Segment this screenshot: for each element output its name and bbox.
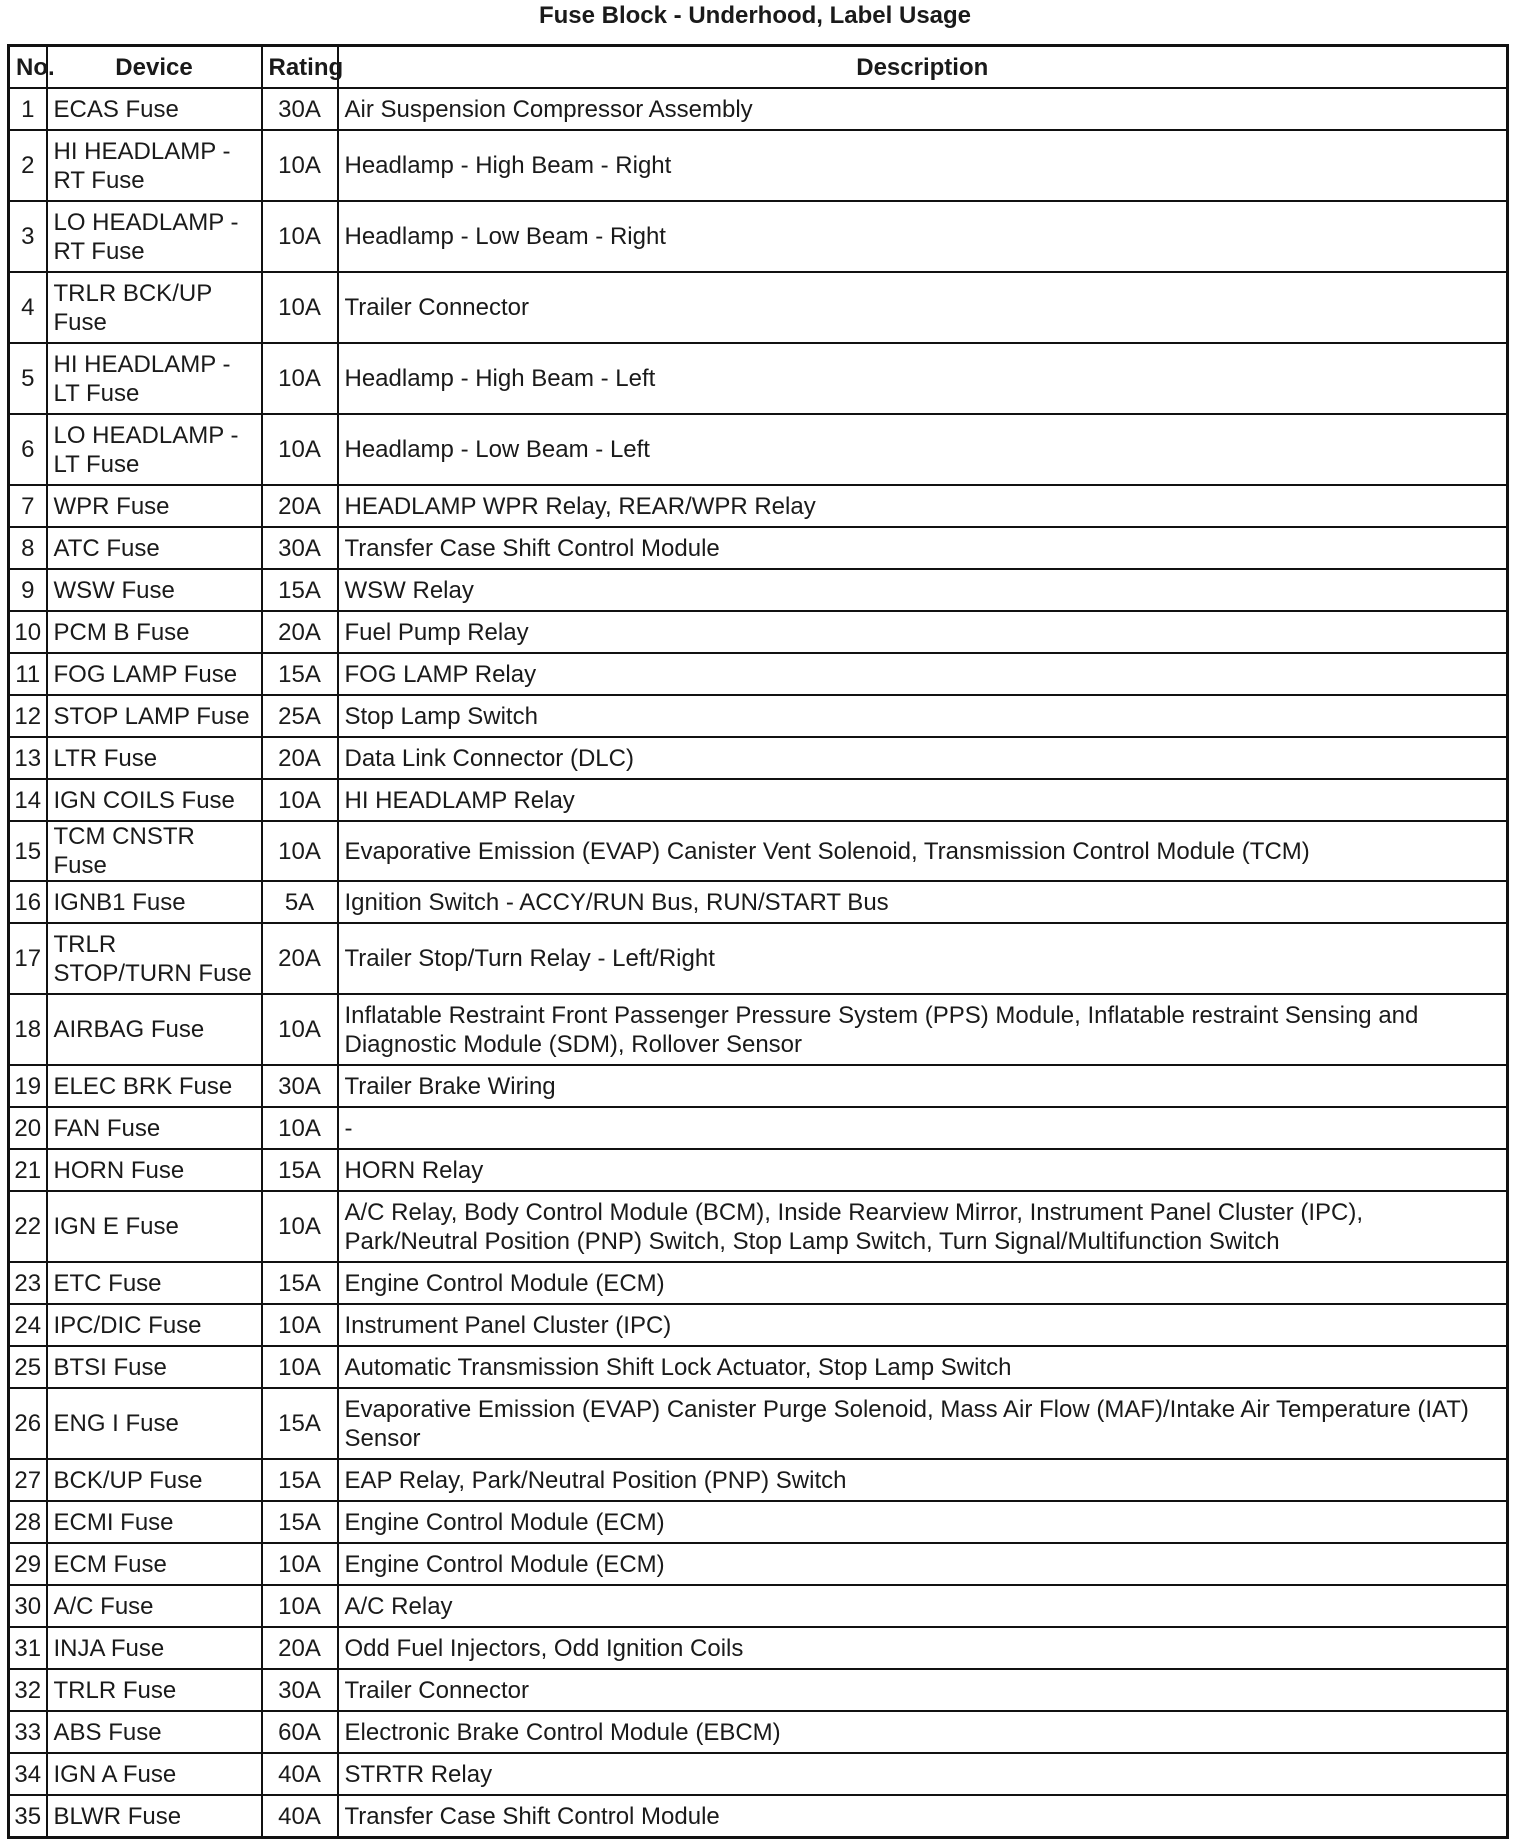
fuse-number: 28: [9, 1501, 47, 1543]
fuse-rating: 30A: [262, 527, 338, 569]
fuse-description: Ignition Switch - ACCY/RUN Bus, RUN/START Bus: [338, 881, 1508, 923]
fuse-device: STOP LAMP Fuse: [47, 695, 262, 737]
fuse-device: HI HEADLAMP - LT Fuse: [47, 343, 262, 414]
table-row: [9, 1346, 1508, 1388]
column-header-no: No.: [9, 46, 47, 89]
table-row: [9, 923, 1508, 994]
table-row: [9, 569, 1508, 611]
table-row: [9, 1501, 1508, 1543]
fuse-rating: 15A: [262, 569, 338, 611]
fuse-rating: 30A: [262, 1669, 338, 1711]
fuse-number: 30: [9, 1585, 47, 1627]
table-row: [9, 1459, 1508, 1501]
fuse-number: 14: [9, 779, 47, 821]
fuse-number: 7: [9, 485, 47, 527]
table-row: [9, 994, 1508, 1065]
fuse-rating: 10A: [262, 272, 338, 343]
column-header-device: Device: [47, 46, 262, 89]
fuse-number: 20: [9, 1107, 47, 1149]
fuse-number: 33: [9, 1711, 47, 1753]
fuse-rating: 10A: [262, 1585, 338, 1627]
fuse-table: [7, 44, 1509, 1839]
fuse-number: 29: [9, 1543, 47, 1585]
table-row: [9, 1669, 1508, 1711]
fuse-rating: 10A: [262, 994, 338, 1065]
fuse-description: Fuel Pump Relay: [338, 611, 1508, 653]
fuse-number: 5: [9, 343, 47, 414]
fuse-rating: 10A: [262, 1191, 338, 1262]
fuse-rating: 30A: [262, 88, 338, 130]
fuse-description: Instrument Panel Cluster (IPC): [338, 1304, 1508, 1346]
table-row: [9, 1262, 1508, 1304]
fuse-number: 16: [9, 881, 47, 923]
fuse-description: HEADLAMP WPR Relay, REAR/WPR Relay: [338, 485, 1508, 527]
fuse-device: TRLR STOP/TURN Fuse: [47, 923, 262, 994]
fuse-number: 24: [9, 1304, 47, 1346]
fuse-device: BLWR Fuse: [47, 1795, 262, 1838]
fuse-device: ELEC BRK Fuse: [47, 1065, 262, 1107]
table-row: [9, 1149, 1508, 1191]
table-row: [9, 1627, 1508, 1669]
fuse-number: 19: [9, 1065, 47, 1107]
fuse-rating: 10A: [262, 343, 338, 414]
table-row: [9, 485, 1508, 527]
fuse-rating: 10A: [262, 1543, 338, 1585]
fuse-number: 35: [9, 1795, 47, 1838]
fuse-number: 21: [9, 1149, 47, 1191]
fuse-description: Evaporative Emission (EVAP) Canister Vent Solenoid, Transmission Control Module (TCM): [338, 821, 1508, 881]
fuse-rating: 10A: [262, 1304, 338, 1346]
fuse-description: Engine Control Module (ECM): [338, 1501, 1508, 1543]
fuse-description: Headlamp - Low Beam - Left: [338, 414, 1508, 485]
fuse-number: 31: [9, 1627, 47, 1669]
fuse-rating: 10A: [262, 1107, 338, 1149]
fuse-rating: 15A: [262, 1149, 338, 1191]
fuse-device: IGN COILS Fuse: [47, 779, 262, 821]
fuse-device: LTR Fuse: [47, 737, 262, 779]
fuse-description: Trailer Connector: [338, 1669, 1508, 1711]
fuse-rating: 40A: [262, 1753, 338, 1795]
fuse-description: Headlamp - High Beam - Left: [338, 343, 1508, 414]
table-row: [9, 414, 1508, 485]
fuse-number: 23: [9, 1262, 47, 1304]
fuse-description: HI HEADLAMP Relay: [338, 779, 1508, 821]
fuse-description: FOG LAMP Relay: [338, 653, 1508, 695]
table-row: [9, 1065, 1508, 1107]
fuse-device: LO HEADLAMP - RT Fuse: [47, 201, 262, 272]
fuse-number: 25: [9, 1346, 47, 1388]
fuse-number: 22: [9, 1191, 47, 1262]
table-row: [9, 1388, 1508, 1459]
table-row: [9, 130, 1508, 201]
fuse-rating: 15A: [262, 653, 338, 695]
fuse-rating: 5A: [262, 881, 338, 923]
fuse-description: Engine Control Module (ECM): [338, 1262, 1508, 1304]
fuse-number: 8: [9, 527, 47, 569]
fuse-rating: 15A: [262, 1262, 338, 1304]
table-row: [9, 1304, 1508, 1346]
table-row: [9, 1107, 1508, 1149]
fuse-number: 26: [9, 1388, 47, 1459]
fuse-number: 9: [9, 569, 47, 611]
fuse-device: IGN A Fuse: [47, 1753, 262, 1795]
fuse-description: Inflatable Restraint Front Passenger Pressure System (PPS) Module, Inflatable restraint Sensing and Diagnostic Module (SDM), Rollover Sensor: [338, 994, 1508, 1065]
fuse-description: Odd Fuel Injectors, Odd Ignition Coils: [338, 1627, 1508, 1669]
fuse-description: Trailer Stop/Turn Relay - Left/Right: [338, 923, 1508, 994]
fuse-description: STRTR Relay: [338, 1753, 1508, 1795]
table-row: [9, 653, 1508, 695]
fuse-rating: 10A: [262, 1346, 338, 1388]
fuse-device: ATC Fuse: [47, 527, 262, 569]
fuse-description: Electronic Brake Control Module (EBCM): [338, 1711, 1508, 1753]
fuse-device: IPC/DIC Fuse: [47, 1304, 262, 1346]
column-header-rating: Rating: [262, 46, 338, 89]
fuse-description: Trailer Brake Wiring: [338, 1065, 1508, 1107]
fuse-description: Stop Lamp Switch: [338, 695, 1508, 737]
fuse-description: Transfer Case Shift Control Module: [338, 1795, 1508, 1838]
fuse-description: Evaporative Emission (EVAP) Canister Purge Solenoid, Mass Air Flow (MAF)/Intake Air Temperature (IAT) Sensor: [338, 1388, 1508, 1459]
fuse-rating: 20A: [262, 611, 338, 653]
fuse-rating: 20A: [262, 923, 338, 994]
fuse-rating: 15A: [262, 1459, 338, 1501]
fuse-description: Headlamp - Low Beam - Right: [338, 201, 1508, 272]
table-row: [9, 737, 1508, 779]
fuse-device: WPR Fuse: [47, 485, 262, 527]
fuse-device: PCM B Fuse: [47, 611, 262, 653]
fuse-rating: 10A: [262, 779, 338, 821]
table-row: [9, 1795, 1508, 1838]
fuse-device: BTSI Fuse: [47, 1346, 262, 1388]
table-row: [9, 201, 1508, 272]
fuse-device: TCM CNSTR Fuse: [47, 821, 262, 881]
fuse-rating: 10A: [262, 821, 338, 881]
fuse-number: 10: [9, 611, 47, 653]
fuse-description: HORN Relay: [338, 1149, 1508, 1191]
fuse-device: HI HEADLAMP - RT Fuse: [47, 130, 262, 201]
fuse-description: A/C Relay, Body Control Module (BCM), Inside Rearview Mirror, Instrument Panel Cluster (IPC), Park/Neutral Position (PNP) Switch, Stop Lamp Switch, Turn Signal/Multifunction Switch: [338, 1191, 1508, 1262]
fuse-device: INJA Fuse: [47, 1627, 262, 1669]
fuse-number: 4: [9, 272, 47, 343]
fuse-rating: 10A: [262, 414, 338, 485]
fuse-number: 18: [9, 994, 47, 1065]
fuse-device: HORN Fuse: [47, 1149, 262, 1191]
fuse-description: Data Link Connector (DLC): [338, 737, 1508, 779]
fuse-description: WSW Relay: [338, 569, 1508, 611]
fuse-rating: 30A: [262, 1065, 338, 1107]
table-row: [9, 779, 1508, 821]
fuse-device: TRLR BCK/UP Fuse: [47, 272, 262, 343]
page-title: Fuse Block - Underhood, Label Usage: [538, 2, 972, 29]
fuse-description: EAP Relay, Park/Neutral Position (PNP) Switch: [338, 1459, 1508, 1501]
table-row: [9, 611, 1508, 653]
fuse-number: 3: [9, 201, 47, 272]
table-row: [9, 527, 1508, 569]
table-row: [9, 695, 1508, 737]
table-row: [9, 881, 1508, 923]
fuse-rating: 15A: [262, 1388, 338, 1459]
fuse-device: ECM Fuse: [47, 1543, 262, 1585]
fuse-description: Headlamp - High Beam - Right: [338, 130, 1508, 201]
column-header-description: Description: [338, 46, 1508, 89]
fuse-number: 32: [9, 1669, 47, 1711]
fuse-number: 15: [9, 821, 47, 881]
fuse-rating: 10A: [262, 130, 338, 201]
fuse-rating: 20A: [262, 485, 338, 527]
fuse-number: 2: [9, 130, 47, 201]
fuse-description: Trailer Connector: [338, 272, 1508, 343]
fuse-device: IGN E Fuse: [47, 1191, 262, 1262]
fuse-device: ETC Fuse: [47, 1262, 262, 1304]
fuse-device: A/C Fuse: [47, 1585, 262, 1627]
fuse-device: ECMI Fuse: [47, 1501, 262, 1543]
fuse-device: FOG LAMP Fuse: [47, 653, 262, 695]
table-row: [9, 272, 1508, 343]
fuse-number: 13: [9, 737, 47, 779]
fuse-device: ENG I Fuse: [47, 1388, 262, 1459]
fuse-number: 17: [9, 923, 47, 994]
table-row: [9, 1191, 1508, 1262]
fuse-number: 1: [9, 88, 47, 130]
fuse-number: 27: [9, 1459, 47, 1501]
fuse-description: -: [338, 1107, 1508, 1149]
fuse-rating: 25A: [262, 695, 338, 737]
fuse-number: 12: [9, 695, 47, 737]
fuse-device: IGNB1 Fuse: [47, 881, 262, 923]
fuse-description: Air Suspension Compressor Assembly: [338, 88, 1508, 130]
fuse-description: Transfer Case Shift Control Module: [338, 527, 1508, 569]
fuse-rating: 20A: [262, 1627, 338, 1669]
fuse-device: ABS Fuse: [47, 1711, 262, 1753]
table-row: [9, 1585, 1508, 1627]
fuse-device: ECAS Fuse: [47, 88, 262, 130]
fuse-device: TRLR Fuse: [47, 1669, 262, 1711]
table-header-row: [9, 46, 1508, 89]
fuse-device: WSW Fuse: [47, 569, 262, 611]
fuse-description: A/C Relay: [338, 1585, 1508, 1627]
fuse-rating: 10A: [262, 201, 338, 272]
table-row: [9, 88, 1508, 130]
fuse-rating: 20A: [262, 737, 338, 779]
fuse-device: AIRBAG Fuse: [47, 994, 262, 1065]
fuse-number: 6: [9, 414, 47, 485]
fuse-rating: 60A: [262, 1711, 338, 1753]
fuse-device: FAN Fuse: [47, 1107, 262, 1149]
fuse-device: LO HEADLAMP - LT Fuse: [47, 414, 262, 485]
fuse-description: Engine Control Module (ECM): [338, 1543, 1508, 1585]
fuse-device: BCK/UP Fuse: [47, 1459, 262, 1501]
table-row: [9, 1753, 1508, 1795]
fuse-description: Automatic Transmission Shift Lock Actuator, Stop Lamp Switch: [338, 1346, 1508, 1388]
table-row: [9, 1711, 1508, 1753]
fuse-number: 34: [9, 1753, 47, 1795]
fuse-rating: 15A: [262, 1501, 338, 1543]
fuse-number: 11: [9, 653, 47, 695]
table-row: [9, 343, 1508, 414]
fuse-rating: 40A: [262, 1795, 338, 1838]
table-row: [9, 1543, 1508, 1585]
table-row: [9, 821, 1508, 881]
